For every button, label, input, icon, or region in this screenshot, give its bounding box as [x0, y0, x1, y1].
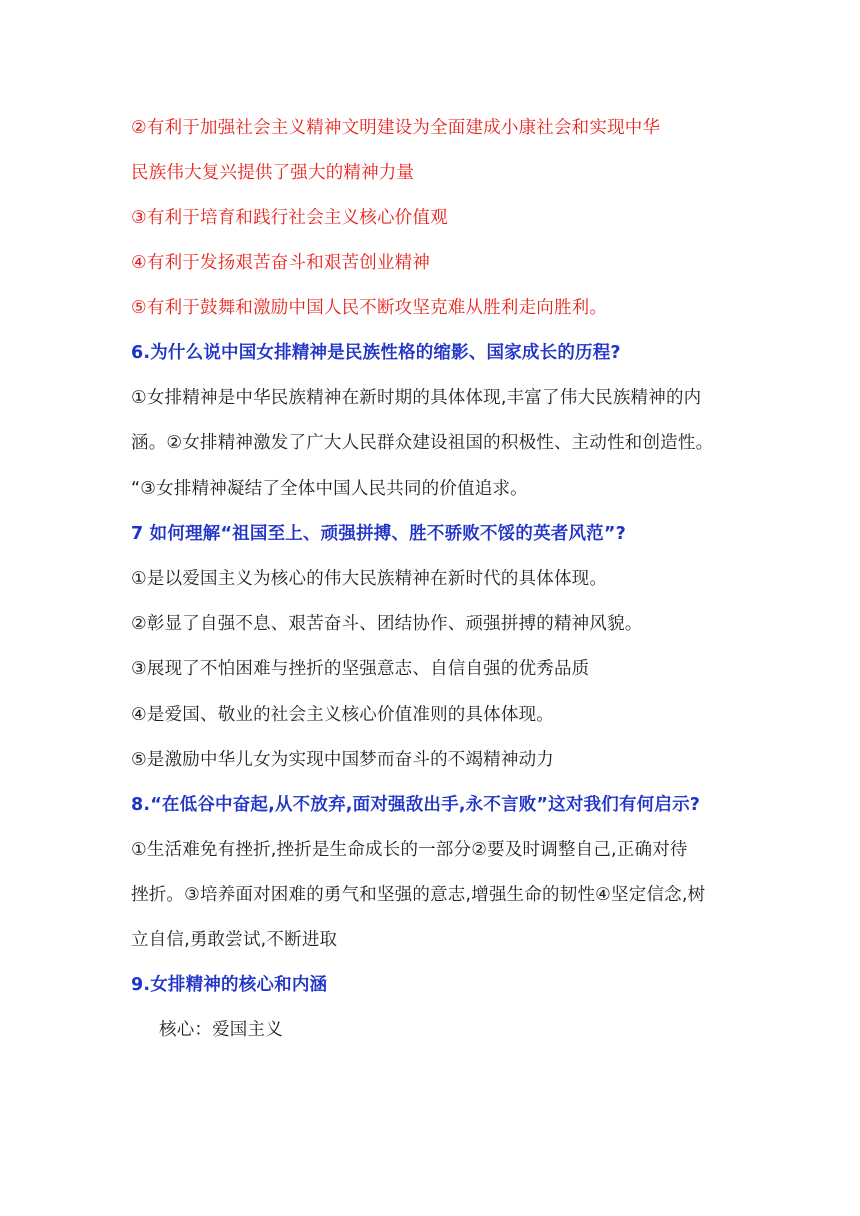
answer-6-line-1: ①女排精神是中华民族精神在新时期的具体体现,丰富了伟大民族精神的内: [131, 388, 702, 408]
point-4: ④有利于发扬艰苦奋斗和艰苦创业精神: [131, 253, 431, 273]
answer-9-core: 核心：爱国主义: [159, 1020, 283, 1040]
point-2-line-2: 民族伟大复兴提供了强大的精神力量: [131, 163, 415, 183]
answer-7-point-2: ②彰显了自强不息、艰苦奋斗、团结协作、顽强拼搏的精神风貌。: [131, 614, 643, 634]
point-3: ③有利于培育和践行社会主义核心价值观: [131, 208, 448, 228]
question-7-heading: 7 如何理解“祖国至上、顽强拼搏、胜不骄败不馁的英者风范”?: [131, 524, 626, 544]
answer-8-line-1: ①生活难免有挫折,挫折是生命成长的一部分②要及时调整自己,正确对待: [131, 840, 688, 860]
answer-6-line-3: “③女排精神凝结了全体中国人民共同的价值追求。: [131, 479, 528, 499]
answer-7-point-3: ③展现了不怕困难与挫折的坚强意志、自信自强的优秀品质: [131, 659, 590, 679]
question-9-heading: 9.女排精神的核心和内涵: [131, 975, 328, 995]
answer-8-line-3: 立自信,勇敢尝试,不断进取: [131, 930, 338, 950]
answer-7-point-5: ⑤是激励中华儿女为实现中国梦而奋斗的不竭精神动力: [131, 750, 554, 770]
answer-7-point-1: ①是以爱国主义为核心的伟大民族精神在新时代的具体体现。: [131, 569, 608, 589]
answer-6-line-2: 涵。②女排精神激发了广大人民群众建设祖国的积极性、主动性和创造性。: [131, 433, 714, 453]
point-5: ⑤有利于鼓舞和激励中国人民不断攻坚克难从胜利走向胜利。: [131, 298, 608, 318]
point-2-line-1: ②有利于加强社会主义精神文明建设为全面建成小康社会和实现中华: [131, 118, 661, 138]
question-6-heading: 6.为什么说中国女排精神是民族性格的缩影、国家成长的历程?: [131, 343, 621, 363]
answer-8-line-2: 挫折。③培养面对困难的勇气和坚强的意志,增强生命的韧性④坚定信念,树: [131, 885, 706, 905]
question-8-heading: 8.“在低谷中奋起,从不放弃,面对强敌出手,永不言败”这对我们有何启示?: [131, 795, 701, 815]
answer-7-point-4: ④是爱国、敬业的社会主义核心价值准则的具体体现。: [131, 705, 554, 725]
